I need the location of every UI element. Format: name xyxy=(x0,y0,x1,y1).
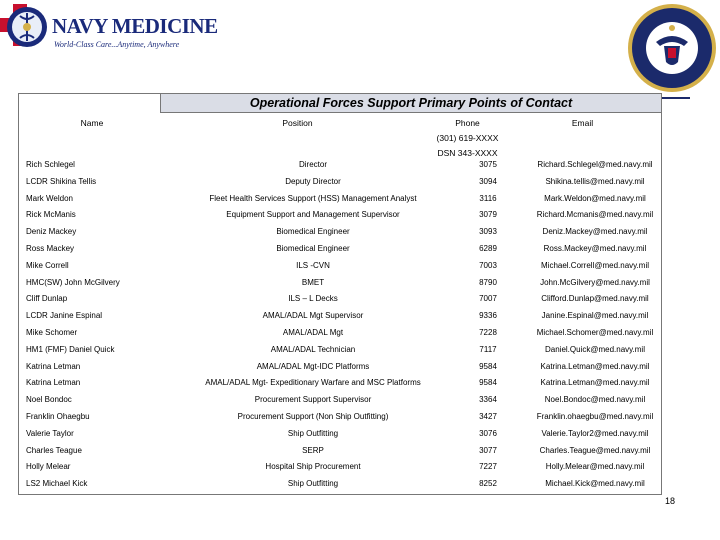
row-ext: 3076 xyxy=(479,428,497,438)
table-row xyxy=(18,392,660,409)
row-name: Rich Schlegel xyxy=(26,160,75,169)
table-row xyxy=(18,157,660,174)
row-email[interactable]: Daniel.Quick@med.navy.mil xyxy=(544,344,645,354)
column-header-phone xyxy=(420,116,515,161)
table-row xyxy=(18,342,660,359)
table-row xyxy=(18,174,660,191)
row-email[interactable]: Noel.Bondoc@med.navy.mil xyxy=(544,395,646,405)
row-ext: 3094 xyxy=(479,176,497,186)
row-position: AMAL/ADAL Mgt- Expeditionary Warfare and MSC Platforms xyxy=(205,378,421,388)
table-row xyxy=(18,241,660,258)
column-header-email: Email xyxy=(571,118,594,128)
row-position: ILS – L Decks xyxy=(288,294,338,304)
row-name: LS2 Michael Kick xyxy=(26,479,88,489)
row-ext: 3093 xyxy=(479,227,497,237)
table-row xyxy=(18,191,660,208)
row-position: Ship Outfitting xyxy=(287,428,339,438)
row-name: Rick McManis xyxy=(26,210,76,220)
table-row xyxy=(18,426,660,443)
column-header-position: Position xyxy=(282,118,313,128)
row-ext: 7003 xyxy=(479,260,497,270)
row-name: Charles Teague xyxy=(26,445,82,455)
row-position: Biomedical Engineer xyxy=(276,243,350,253)
row-email[interactable]: Michael.Correll@med.navy.mil xyxy=(541,260,649,270)
row-name: LCDR Janine Espinal xyxy=(26,311,103,321)
row-email[interactable]: Valerie.Taylor2@med.navy.mil xyxy=(541,428,649,438)
row-email[interactable]: Michael.Schomer@med.navy.mil xyxy=(536,327,654,337)
row-email[interactable]: Deniz.Mackey@med.navy.mil xyxy=(542,227,648,237)
row-name: Katrina Letman xyxy=(26,361,81,371)
row-name: Cliff Dunlap xyxy=(26,294,68,304)
table-row xyxy=(18,325,660,342)
row-position: Biomedical Engineer xyxy=(276,227,350,237)
row-position: Procurement Support Supervisor xyxy=(254,395,372,405)
row-ext: 3075 xyxy=(479,160,497,169)
row-email[interactable]: John.McGilvery@med.navy.mil xyxy=(540,277,650,287)
table-row xyxy=(18,459,660,476)
row-position: Equipment Support and Management Supervisor xyxy=(226,210,400,220)
row-email[interactable]: Holly.Melear@med.navy.mil xyxy=(545,462,645,472)
row-email[interactable]: Clifford.Dunlap@med.navy.mil xyxy=(541,294,649,304)
department-seal-icon xyxy=(626,2,718,94)
row-ext: 3116 xyxy=(479,193,497,203)
row-email[interactable]: Janine.Espinal@med.navy.mil xyxy=(541,311,649,321)
column-header-name: Name xyxy=(80,118,104,128)
row-name: Franklin Ohaegbu xyxy=(26,411,90,421)
row-name: Mike Correll xyxy=(26,260,69,270)
row-email[interactable]: Michael.Kick@med.navy.mil xyxy=(545,479,645,489)
table-row xyxy=(18,291,660,308)
row-position: Ship Outfitting xyxy=(287,479,339,489)
row-ext: 8252 xyxy=(479,479,497,489)
row-ext: 9584 xyxy=(479,378,497,388)
row-name: Mark Weldon xyxy=(26,193,73,203)
row-email[interactable]: Mark.Weldon@med.navy.mil xyxy=(544,193,646,203)
row-position: AMAL/ADAL Technician xyxy=(270,344,356,354)
table-title: Operational Forces Support Primary Points of Contact xyxy=(160,94,661,113)
row-position: Procurement Support (Non Ship Outfitting) xyxy=(237,411,389,421)
table-row xyxy=(18,359,660,376)
row-position: ILS -CVN xyxy=(296,260,330,270)
seal-underline xyxy=(660,97,690,99)
row-position: SERP xyxy=(302,445,324,455)
row-position: Fleet Health Services Support (HSS) Management Analyst xyxy=(209,193,417,203)
row-email[interactable]: Ross.Mackey@med.navy.mil xyxy=(543,243,647,253)
row-ext: 3427 xyxy=(479,411,497,421)
contact-rows xyxy=(18,157,660,493)
row-email[interactable]: Katrina.Letman@med.navy.mil xyxy=(540,378,650,388)
page-number: 18 xyxy=(665,496,676,506)
phone-main: (301) 619-XXXX xyxy=(436,133,499,143)
row-ext: 3364 xyxy=(479,395,497,405)
row-name: LCDR Shikina Tellis xyxy=(26,176,97,186)
row-ext: 7117 xyxy=(479,344,497,354)
row-email[interactable]: Richard.Mcmanis@med.navy.mil xyxy=(536,210,654,220)
phone-label: Phone xyxy=(455,118,480,128)
row-name: HMC(SW) John McGilvery xyxy=(26,277,120,287)
row-name: HM1 (FMF) Daniel Quick xyxy=(26,344,115,354)
row-ext: 7007 xyxy=(479,294,497,304)
row-ext: 8790 xyxy=(479,277,497,287)
row-position: Deputy Director xyxy=(285,176,341,186)
row-name: Valerie Taylor xyxy=(26,428,74,438)
row-name: Ross Mackey xyxy=(26,243,75,253)
row-ext: 7228 xyxy=(479,327,497,337)
row-ext: 3077 xyxy=(479,445,497,455)
row-ext: 9336 xyxy=(479,311,497,321)
row-position: Hospital Ship Procurement xyxy=(265,462,361,472)
row-email[interactable]: Charles.Teague@med.navy.mil xyxy=(539,445,651,455)
row-ext: 9584 xyxy=(479,361,497,371)
row-position: AMAL/ADAL Mgt-IDC Platforms xyxy=(256,361,370,371)
row-email[interactable]: Shikina.tellis@med.navy.mil xyxy=(545,176,645,186)
row-position: Director xyxy=(298,160,327,169)
row-name: Katrina Letman xyxy=(26,378,81,388)
row-position: BMET xyxy=(301,277,325,287)
table-row xyxy=(18,224,660,241)
phone-dsn: DSN 343-XXXX xyxy=(437,148,498,158)
table-row xyxy=(18,375,660,392)
row-name: Mike Schomer xyxy=(26,327,78,337)
row-email[interactable]: Katrina.Letman@med.navy.mil xyxy=(540,361,650,371)
row-name: Deniz Mackey xyxy=(26,227,77,237)
row-ext: 6289 xyxy=(479,243,497,253)
row-ext: 3079 xyxy=(479,210,497,220)
row-name: Noel Bondoc xyxy=(26,395,72,405)
row-ext: 7227 xyxy=(479,462,497,472)
row-name: Holly Melear xyxy=(26,462,71,472)
row-position: AMAL/ADAL Mgt Supervisor xyxy=(262,311,364,321)
table-row xyxy=(18,409,660,426)
brand-title: NAVY MEDICINE xyxy=(52,14,218,38)
row-email[interactable]: Franklin.ohaegbu@med.navy.mil xyxy=(536,411,654,421)
row-email[interactable]: Richard.Schlegel@med.navy.mil xyxy=(537,160,653,169)
table-row xyxy=(18,308,660,325)
table-row xyxy=(18,275,660,292)
row-position: AMAL/ADAL Mgt xyxy=(282,327,344,337)
brand-tagline: World-Class Care...Anytime, Anywhere xyxy=(54,40,180,49)
table-row xyxy=(18,443,660,460)
table-row xyxy=(18,258,660,275)
table-row xyxy=(18,207,660,224)
table-row xyxy=(18,476,660,493)
